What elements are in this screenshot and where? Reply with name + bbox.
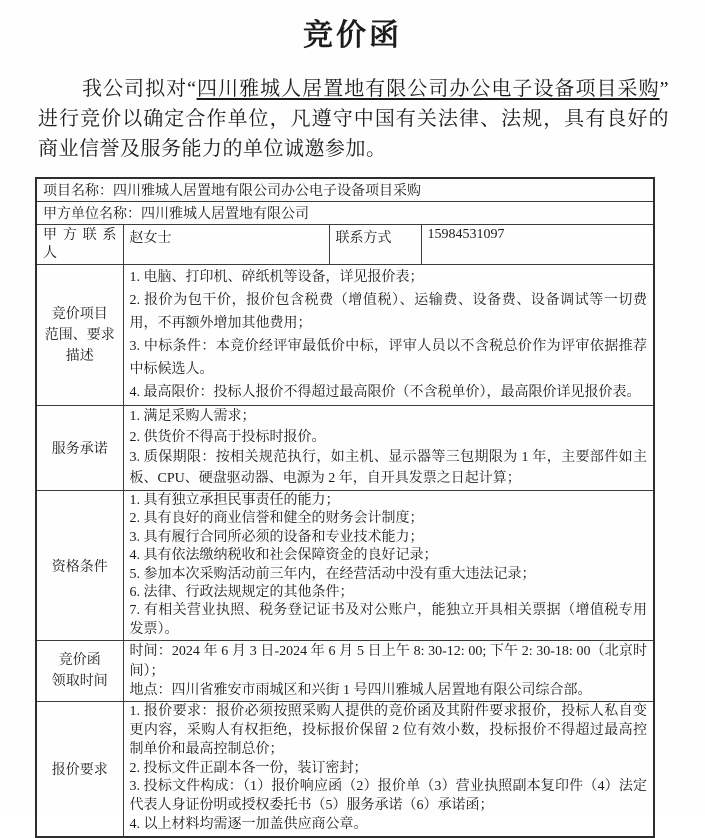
qualification-item: 7. 有相关营业执照、税务登记证书及对公账户，能独立开具相关票据（增值税专用发票）。 [129, 603, 647, 637]
pickup-label-line1: 竞价函 [58, 653, 101, 669]
contact-name-cell: 赵女士 [123, 225, 329, 265]
project-name-row [36, 178, 654, 202]
document-title: 竞价函 [303, 19, 402, 52]
scope-row [36, 265, 654, 406]
qualification-item: 6. 法律、行政法规规定的其他条件； [129, 585, 354, 601]
pickup-time-text: 时间：2024 年 6 月 3 日-2024 年 6 月 5 日上午 8: 30-12: 00; 下午 2: 30-18: 00（北京时间）； [129, 644, 647, 679]
phone-value-cell: 15984531097 [421, 225, 654, 265]
intro-text-before: 我公司拟对“ [82, 78, 197, 100]
quote-item: 4. 以上材料均需逐一加盖供应商公章。 [129, 816, 368, 832]
intro-underlined-project-name: 四川雅城人居置地有限公司办公电子设备项目采购 [196, 78, 660, 100]
scope-label-cell [36, 265, 123, 406]
scope-item: 1. 电脑、打印机、碎纸机等设备，详见报价表； [129, 270, 424, 285]
qualification-item: 1. 具有独立承担民事责任的能力； [129, 493, 340, 508]
qualification-item: 3. 具有履行合同所必须的设备和专业技术能力； [129, 529, 424, 545]
service-item: 3. 质保期限：按相关规范执行，如主机、显示器等三包期限为 1 年，主要部件如主板、CPU、硬盘驱动器、电源为 2 年，自开具发票之日起计算； [129, 450, 647, 486]
scope-label-line1: 竞价项目 [51, 306, 108, 322]
scope-item: 4. 最高限价：投标人报价不得超过最高限价（不含税单价），最高限价详见报价表。 [129, 385, 641, 400]
contact-label-cell [36, 225, 123, 265]
scope-label-line2: 范围、要求 [44, 327, 115, 343]
qualification-item: 2. 具有良好的商业信誉和健全的财务会计制度； [129, 511, 424, 527]
intro-text-after: ” 进行竞价以确定合作单位，凡遵守中国有关法律、法规，具有良好的商业信誉及服务能力的单位诚邀参加。 [38, 78, 669, 160]
project-name-cell [36, 178, 654, 202]
service-item: 1. 满足采购人需求； [129, 409, 256, 424]
service-label-cell: 服务承诺 [36, 406, 123, 491]
quote-item: 2. 投标文件正副本各一份，装订密封； [129, 760, 368, 776]
pickup-label-cell [36, 641, 123, 702]
party-a-label: 甲方单位名称： [43, 207, 141, 222]
contact-label-line1: 甲方联系 [43, 228, 117, 243]
intro-paragraph [38, 74, 669, 164]
qualification-label-cell: 资格条件 [36, 491, 123, 641]
quote-item: 1. 报价要求：报价必须按照采购人提供的竞价函及其附件要求报价，投标人私自变更内容，采购人有权拒绝，投标报价保留 2 位有效小数，投标报价不得超过最高控制单价和最高控制总价； [129, 704, 647, 757]
contact-row [36, 225, 654, 265]
scope-content-cell [123, 265, 654, 406]
qualification-item: 4. 具有依法缴纳税收和社会保障资金的良好记录； [129, 548, 438, 564]
party-a-cell [36, 202, 654, 225]
qualification-row [36, 491, 654, 641]
pickup-label-line2: 领取时间 [51, 674, 108, 690]
scope-item: 2. 报价为包干价，报价包含税费（增值税）、运输费、设备费、设备调试等一切费用，不再额外增加其他费用； [129, 293, 647, 331]
phone-label-cell: 联系方式 [329, 225, 421, 265]
project-name-label: 项目名称： [43, 184, 113, 199]
scope-item: 3. 中标条件：本竞价经评审最低价中标，评审人员以不含税总价作为评审依据推荐中标候选人。 [129, 339, 647, 377]
scope-label-line3: 描述 [65, 348, 94, 364]
quote-item: 3. 投标文件构成：（1）报价响应函（2）报价单（3）营业执照副本复印件（4）法定代表人身证份明或授权委托书（5）服务承诺（6）承诺函； [129, 779, 647, 814]
contact-label-line2: 人 [43, 246, 57, 261]
bidding-info-table [35, 177, 655, 838]
pickup-time-row [36, 641, 654, 702]
party-a-row [36, 202, 654, 225]
qualification-item: 5. 参加本次采购活动前三年内，在经营活动中没有重大违法记录； [129, 566, 536, 582]
quote-content-cell [123, 702, 654, 837]
service-promise-row [36, 406, 654, 491]
qualification-content-cell [123, 491, 654, 641]
quote-requirements-row [36, 702, 654, 837]
pickup-location-text: 地点：四川省雅安市雨城区和兴街 1 号四川雅城人居置地有限公司综合部。 [129, 682, 592, 698]
service-item: 2. 供货价不得高于投标时报价。 [129, 429, 326, 445]
quote-label-cell: 报价要求 [36, 702, 123, 837]
service-content-cell [123, 406, 654, 491]
project-name-value: 四川雅城人居置地有限公司办公电子设备项目采购 [113, 184, 421, 199]
party-a-value: 四川雅城人居置地有限公司 [141, 207, 309, 222]
pickup-content-cell [123, 641, 654, 702]
